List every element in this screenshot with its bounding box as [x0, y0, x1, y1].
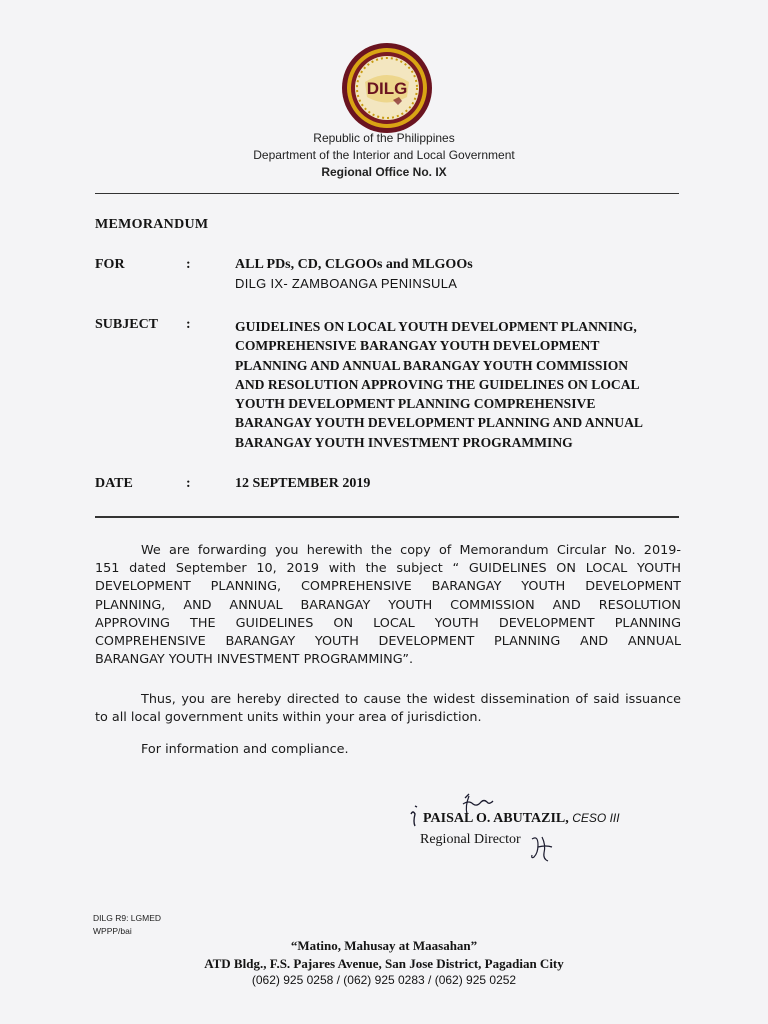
for-recipients: ALL PDs, CD, CLGOOs and MLGOOs: [235, 257, 473, 272]
body-line: BARANGAY YOUTH INVESTMENT PROGRAMMING”.: [95, 652, 414, 668]
footer-motto: “Matino, Mahusay at Maasahan”: [290, 938, 478, 953]
subject-colon: :: [186, 317, 191, 332]
subject-line: GUIDELINES ON LOCAL YOUTH DEVELOPMENT PLANNING,: [235, 319, 637, 334]
body-line: 151 dated September 10, 2019 with the subject “ GUIDELINES ON LOCAL YOUTH: [95, 561, 681, 577]
signatory-name: [423, 811, 620, 827]
signatory-name-text: PAISAL O. ABUTAZIL,: [423, 811, 569, 826]
reference-line-2: [93, 926, 132, 936]
body-line: to all local government units within your area of jurisdiction.: [95, 710, 482, 726]
body-line-text: Thus, you are hereby directed to cause the widest dissemination of said issuance: [141, 692, 681, 707]
body-paragraph-2: [95, 691, 681, 727]
body-divider: [95, 516, 679, 518]
reference-line-1: DILG R9: LGMED: [93, 913, 162, 923]
signatory-position: Regional Director: [420, 832, 521, 847]
subject-text: [235, 317, 680, 452]
body-line: DEVELOPMENT PLANNING, COMPREHENSIVE BARANGAY YOUTH DEVELOPMENT: [95, 579, 681, 595]
subject-line: BARANGAY YOUTH DEVELOPMENT PLANNING AND ANNUAL: [235, 415, 643, 431]
body-paragraph-3: [95, 741, 681, 759]
for-label: FOR: [95, 257, 125, 272]
body-line-text: For information and compliance.: [141, 742, 349, 757]
for-colon: :: [186, 257, 191, 272]
body-line: [95, 691, 681, 709]
body-line-text: We are forwarding you herewith the copy of Memorandum Circular No. 2019-: [141, 543, 681, 558]
seal-text: DILG: [366, 79, 408, 98]
body-line: APPROVING THE GUIDELINES ON LOCAL YOUTH DEVELOPMENT PLANNING: [95, 615, 681, 631]
subject-line: BARANGAY YOUTH INVESTMENT PROGRAMMING: [235, 434, 573, 450]
footer-phones: (062) 925 0258 / (062) 925 0283 / (062) 925 0252: [251, 973, 517, 987]
subject-line: YOUTH DEVELOPMENT PLANNING COMPREHENSIVE: [235, 396, 596, 412]
for-region: DILG IX- ZAMBOANGA PENINSULA: [235, 276, 458, 291]
dilg-seal-logo: [341, 42, 433, 134]
subject-line: PLANNING AND ANNUAL BARANGAY YOUTH COMMISSION: [235, 357, 629, 373]
header-department: Department of the Interior and Local Government: [253, 148, 515, 162]
handwritten-initials: [528, 833, 556, 865]
header-divider: [95, 193, 679, 194]
body-line: PLANNING, AND ANNUAL BARANGAY YOUTH COMMISSION AND RESOLUTION: [95, 597, 681, 613]
header-regional-office: Regional Office No. IX: [321, 165, 447, 179]
reference-line-2-text: WPPP/bai: [93, 926, 132, 936]
date-label: DATE: [95, 476, 133, 491]
date-colon: :: [186, 476, 191, 491]
date-value: 12 SEPTEMBER 2019: [235, 476, 371, 491]
body-line: [95, 542, 681, 560]
header-republic: Republic of the Philippines: [313, 131, 455, 145]
body-paragraph-1: [95, 542, 681, 669]
subject-line: COMPREHENSIVE BARANGAY YOUTH DEVELOPMENT: [235, 338, 600, 354]
memo-title: MEMORANDUM: [95, 217, 209, 232]
subject-label: SUBJECT: [95, 317, 159, 332]
signatory-credential: CESO III: [572, 811, 620, 825]
subject-line: AND RESOLUTION APPROVING THE GUIDELINES ON LOCAL: [235, 376, 640, 392]
body-line: COMPREHENSIVE BARANGAY YOUTH DEVELOPMENT PLANNING AND ANNUAL: [95, 634, 681, 650]
footer-address: ATD Bldg., F.S. Pajares Avenue, San Jose District, Pagadian City: [204, 956, 564, 971]
